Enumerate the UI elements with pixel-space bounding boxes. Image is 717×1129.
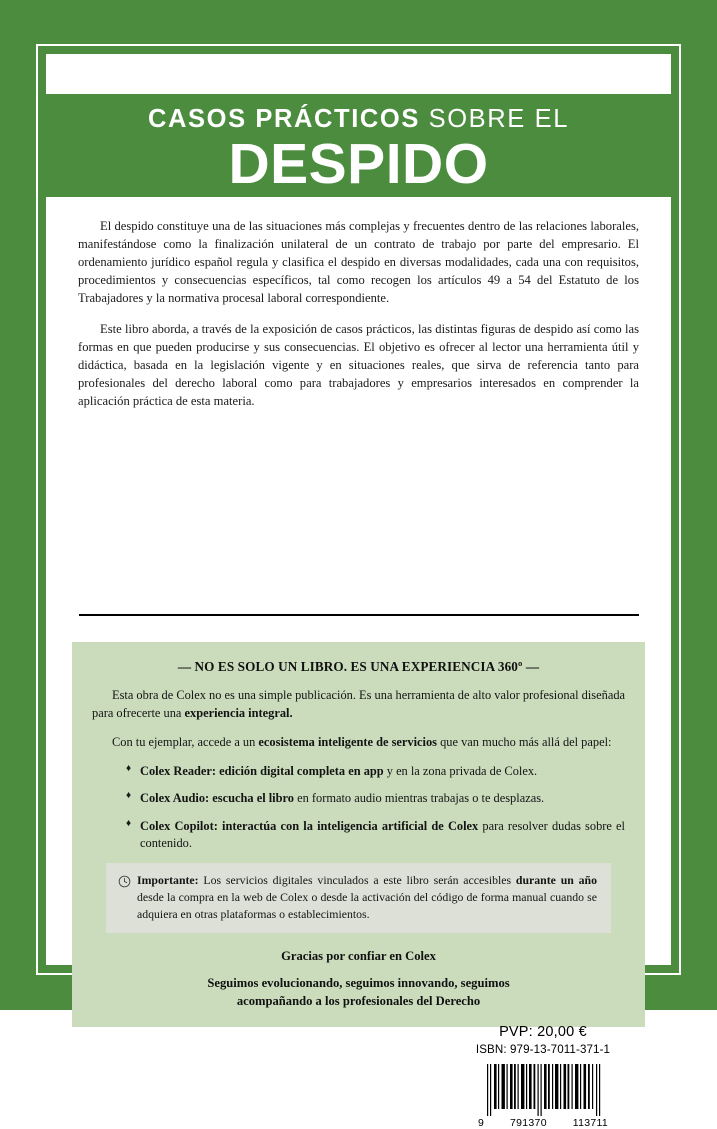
- diamond-bullet-icon: ♦: [126, 762, 132, 774]
- barcode-digit-mid: 791370: [510, 1117, 547, 1129]
- important-note-text-2: desde la compra en la web de Colex o desde la activación del código de forma manual cuando se adquiera en otras plataformas o establecimientos.: [137, 890, 597, 921]
- cover-subtitle-strong: CASOS PRÁCTICOS: [148, 105, 420, 133]
- promo-closing-line-2a: Seguimos evolucionando, seguimos innovando, seguimos: [207, 976, 510, 991]
- service-name: Colex Copilot:: [140, 818, 218, 833]
- promo-access-paragraph: [92, 734, 625, 752]
- promo-access-text-1: Con tu ejemplar, accede a un: [112, 734, 259, 749]
- service-rest: en formato audio mientras trabajas o te desplazas.: [293, 791, 545, 806]
- promo-service-list: [92, 763, 625, 853]
- service-bold-rest: edición digital completa en app: [216, 763, 384, 778]
- service-bold-rest: interactúa con la inteligencia artificial de Colex: [217, 818, 479, 833]
- isbn-number: ISBN: 979-13-7011-371-1: [475, 1043, 611, 1056]
- service-rest: para resolver dudas sobre el contenido.: [140, 818, 626, 851]
- barcode-digits: [478, 1117, 608, 1129]
- list-item: [126, 763, 625, 781]
- price-and-barcode-block: [443, 1024, 643, 1129]
- important-note-label: Importante:: [137, 873, 199, 888]
- important-note-bold: durante un año: [515, 873, 597, 888]
- promo-closing-line-2: [92, 974, 625, 1011]
- diamond-bullet-icon: ♦: [126, 817, 132, 829]
- important-note-text: [137, 872, 597, 923]
- promo-intro-bold: experiencia integral.: [184, 705, 293, 720]
- barcode-digit-right: 113711: [572, 1117, 608, 1129]
- promo-closing-line-1: Gracias por confiar en Colex: [281, 948, 436, 963]
- cover-top-white-panel: [46, 54, 671, 94]
- pvp-price: PVP: 20,00 €: [499, 1024, 587, 1040]
- promo-box: [72, 642, 645, 1027]
- service-rest: y en la zona privada de Colex.: [383, 763, 538, 778]
- cover-title-band: [46, 96, 671, 195]
- body-paragraph-2: Este libro aborda, a través de la exposición de casos prácticos, las distintas figuras de despido así como las formas en que pueden producirse y sus consecuencias. El objetivo es ofrecer al lector una herramienta útil y didáctica, basada en la legislación vigente y en situaciones reales, que sirva de referencia tanto para profesionales del derecho laboral como para trabajadores y empresarios interesados en comprender la aplicación práctica de esta materia.: [78, 322, 639, 408]
- promo-heading: — NO ES SOLO UN LIBRO. ES UNA EXPERIENCIA 360º —: [177, 659, 540, 674]
- cover-body-text: [78, 217, 639, 410]
- cover-subtitle-rest: SOBRE EL: [419, 105, 569, 133]
- promo-intro-paragraph: [92, 687, 625, 723]
- cover-main-title: DESPIDO: [228, 132, 489, 197]
- cover-content-panel: [46, 197, 671, 1129]
- barcode-image: [481, 1064, 605, 1116]
- body-paragraph-1: El despido constituye una de las situaciones más complejas y frecuentes dentro de las relaciones laborales, manifestándose como la finalización unilateral de un contrato de trabajo por parte del empresario. El ordenamiento jurídico español regula y clasifica el despido en diversas modalidades, cada una con requisitos, procedimientos y consecuencias específicos, tal como recogen los artículos 49 a 54 del Estatuto de los Trabajadores y la normativa procesal laboral correspondiente.: [78, 219, 639, 305]
- clock-icon: [118, 875, 131, 888]
- barcode-digit-left: 9: [478, 1117, 485, 1129]
- important-note-box: [106, 863, 611, 933]
- promo-intro-text: Esta obra de Colex no es una simple publicación. Es una herramienta de alto valor profesional diseñada para ofrecerte una: [92, 688, 626, 720]
- section-divider: [79, 614, 639, 616]
- service-name: Colex Reader:: [140, 763, 217, 778]
- cover-subtitle-line: [46, 96, 671, 133]
- promo-access-text-2: que van mucho más allá del papel:: [437, 734, 612, 749]
- list-item: [126, 790, 625, 808]
- service-bold-rest: escucha el libro: [209, 791, 294, 806]
- diamond-bullet-icon: ♦: [126, 790, 132, 802]
- important-note-text-1: Los servicios digitales vinculados a este libro serán accesibles: [198, 873, 516, 888]
- service-name: Colex Audio:: [140, 791, 210, 806]
- promo-closing-line-2b: acompañando a los profesionales del Derecho: [236, 994, 481, 1009]
- list-item: [126, 818, 625, 853]
- promo-access-bold: ecosistema inteligente de servicios: [258, 734, 438, 749]
